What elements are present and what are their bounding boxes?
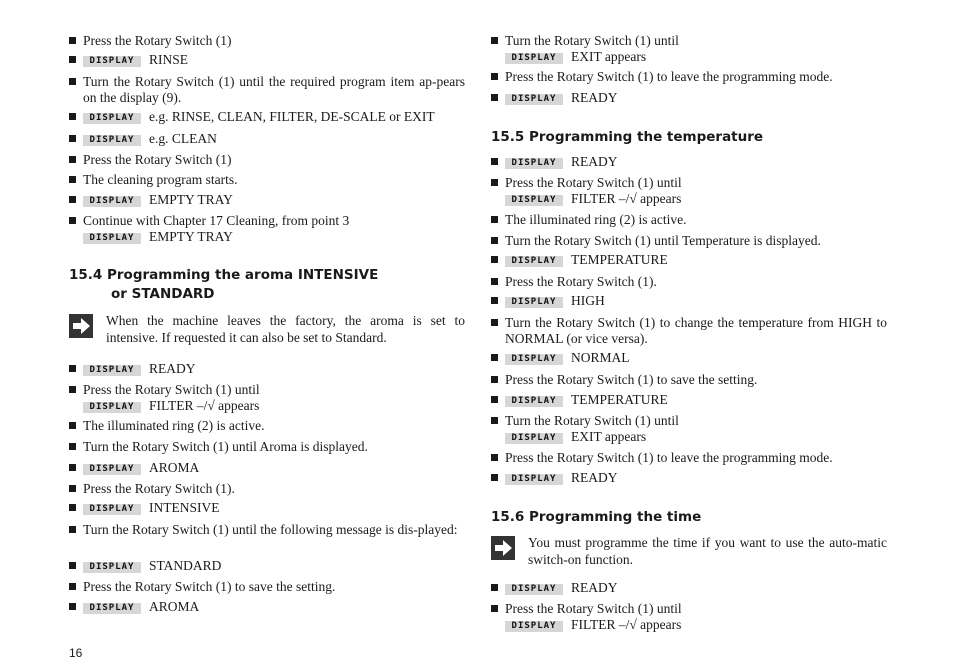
list-item: DISPLAY TEMPERATURE bbox=[491, 392, 887, 408]
bullet bbox=[69, 526, 76, 533]
bullet bbox=[491, 216, 498, 223]
display-icon: DISPLAY bbox=[505, 94, 563, 105]
bullet bbox=[69, 176, 76, 183]
list-item: Press the Rotary Switch (1) until DISPLAY FILTER –/√ appears bbox=[491, 601, 887, 633]
arrow-right-icon bbox=[491, 536, 515, 560]
bullet bbox=[491, 319, 498, 326]
display-icon: DISPLAY bbox=[505, 158, 563, 169]
list-item: DISPLAY HIGH bbox=[491, 293, 887, 309]
bullet bbox=[491, 73, 498, 80]
list-item: Press the Rotary Switch (1) to leave the programming mode. bbox=[491, 69, 887, 85]
display-icon: DISPLAY bbox=[505, 354, 563, 365]
bullet bbox=[69, 56, 76, 63]
list-item: DISPLAY READY bbox=[491, 154, 887, 170]
display-icon: DISPLAY bbox=[505, 621, 563, 632]
display-icon: DISPLAY bbox=[505, 474, 563, 485]
bullet bbox=[69, 156, 76, 163]
bullet bbox=[69, 443, 76, 450]
bullet bbox=[491, 454, 498, 461]
list-item: DISPLAY READY bbox=[69, 361, 465, 377]
list-item: DISPLAY STANDARD bbox=[69, 558, 465, 574]
list-item: DISPLAY RINSE bbox=[69, 52, 465, 68]
display-icon: DISPLAY bbox=[83, 402, 141, 413]
display-icon: DISPLAY bbox=[505, 256, 563, 267]
list-item: DISPLAY EMPTY TRAY bbox=[69, 192, 465, 208]
note-box: You must programme the time if you want to use the auto-matic switch-on function. bbox=[491, 534, 887, 568]
display-icon: DISPLAY bbox=[505, 195, 563, 206]
list-item: DISPLAY e.g. RINSE, CLEAN, FILTER, DE-SCALE or EXIT bbox=[69, 109, 465, 125]
bullet bbox=[491, 256, 498, 263]
list-item: DISPLAY INTENSIVE bbox=[69, 500, 465, 516]
list-item: Press the Rotary Switch (1) to save the setting. bbox=[69, 579, 465, 595]
bullet bbox=[69, 386, 76, 393]
list-item: DISPLAY READY bbox=[491, 470, 887, 486]
display-icon: DISPLAY bbox=[505, 297, 563, 308]
note-box: When the machine leaves the factory, the aroma is set to intensive. If requested it can also be set to Standard. bbox=[69, 312, 465, 346]
bullet bbox=[69, 422, 76, 429]
bullet bbox=[69, 365, 76, 372]
bullet bbox=[491, 278, 498, 285]
list-item: DISPLAY AROMA bbox=[69, 460, 465, 476]
bullet bbox=[491, 297, 498, 304]
list-item: Turn the Rotary Switch (1) until Temperature is displayed. bbox=[491, 233, 887, 249]
list-item: Press the Rotary Switch (1) to save the setting. bbox=[491, 372, 887, 388]
bullet bbox=[69, 196, 76, 203]
bullet bbox=[491, 354, 498, 361]
list-item: The illuminated ring (2) is active. bbox=[69, 418, 465, 434]
list-item: Press the Rotary Switch (1) until DISPLAY FILTER –/√ appears bbox=[491, 175, 887, 207]
bullet bbox=[491, 237, 498, 244]
list-item: Turn the Rotary Switch (1) until the required program item ap-pears on the display (9). bbox=[69, 74, 465, 106]
display-icon: DISPLAY bbox=[83, 196, 141, 207]
display-icon: DISPLAY bbox=[83, 135, 141, 146]
bullet bbox=[491, 376, 498, 383]
bullet bbox=[69, 485, 76, 492]
list-item: The cleaning program starts. bbox=[69, 172, 465, 188]
bullet bbox=[69, 78, 76, 85]
list-item: DISPLAY NORMAL bbox=[491, 350, 887, 366]
arrow-right-icon bbox=[69, 314, 93, 338]
list-item: DISPLAY AROMA bbox=[69, 599, 465, 615]
display-icon: DISPLAY bbox=[83, 562, 141, 573]
list-item: DISPLAY READY bbox=[491, 90, 887, 106]
list-item: Press the Rotary Switch (1) bbox=[69, 33, 465, 49]
list-item: Turn the Rotary Switch (1) until Aroma is displayed. bbox=[69, 439, 465, 455]
bullet bbox=[69, 37, 76, 44]
bullet bbox=[69, 504, 76, 511]
list-item: Turn the Rotary Switch (1) until DISPLAY EXIT appears bbox=[491, 413, 887, 445]
display-icon: DISPLAY bbox=[83, 113, 141, 124]
list-item: Press the Rotary Switch (1) to leave the programming mode. bbox=[491, 450, 887, 466]
display-icon: DISPLAY bbox=[83, 603, 141, 614]
display-icon: DISPLAY bbox=[83, 233, 141, 244]
bullet bbox=[69, 113, 76, 120]
bullet bbox=[491, 37, 498, 44]
list-item: Press the Rotary Switch (1) bbox=[69, 152, 465, 168]
list-item: Turn the Rotary Switch (1) to change the temperature from HIGH to NORMAL (or vice versa). bbox=[491, 315, 887, 347]
section-heading: 15.6 Programming the time bbox=[491, 509, 702, 525]
section-heading: 15.4 Programming the aroma INTENSIVE or STANDARD bbox=[69, 267, 379, 302]
bullet bbox=[491, 417, 498, 424]
bullet bbox=[491, 584, 498, 591]
list-item: Press the Rotary Switch (1) until DISPLAY FILTER –/√ appears bbox=[69, 382, 465, 414]
list-item: Press the Rotary Switch (1). bbox=[69, 481, 465, 497]
page-number: 16 bbox=[69, 646, 83, 660]
bullet bbox=[69, 583, 76, 590]
bullet bbox=[69, 217, 76, 224]
display-icon: DISPLAY bbox=[83, 365, 141, 376]
list-item: DISPLAY READY bbox=[491, 580, 887, 596]
list-item: DISPLAY TEMPERATURE bbox=[491, 252, 887, 268]
display-icon: DISPLAY bbox=[505, 433, 563, 444]
bullet bbox=[491, 605, 498, 612]
section-heading: 15.5 Programming the temperature bbox=[491, 129, 764, 145]
list-item: Continue with Chapter 17 Cleaning, from point 3 DISPLAY EMPTY TRAY bbox=[69, 213, 465, 245]
bullet bbox=[69, 464, 76, 471]
bullet bbox=[491, 396, 498, 403]
bullet bbox=[69, 135, 76, 142]
display-icon: DISPLAY bbox=[83, 56, 141, 67]
bullet bbox=[491, 179, 498, 186]
list-item: Turn the Rotary Switch (1) until DISPLAY EXIT appears bbox=[491, 33, 887, 65]
display-icon: DISPLAY bbox=[505, 53, 563, 64]
display-icon: DISPLAY bbox=[505, 584, 563, 595]
list-item: The illuminated ring (2) is active. bbox=[491, 212, 887, 228]
bullet bbox=[69, 603, 76, 610]
bullet bbox=[491, 474, 498, 481]
list-item: Turn the Rotary Switch (1) until the following message is dis-played: bbox=[69, 522, 465, 538]
bullet bbox=[491, 158, 498, 165]
bullet bbox=[69, 562, 76, 569]
list-item: Press the Rotary Switch (1). bbox=[491, 274, 887, 290]
list-item: DISPLAY e.g. CLEAN bbox=[69, 131, 465, 147]
display-icon: DISPLAY bbox=[83, 464, 141, 475]
display-icon: DISPLAY bbox=[83, 504, 141, 515]
bullet bbox=[491, 94, 498, 101]
display-icon: DISPLAY bbox=[505, 396, 563, 407]
